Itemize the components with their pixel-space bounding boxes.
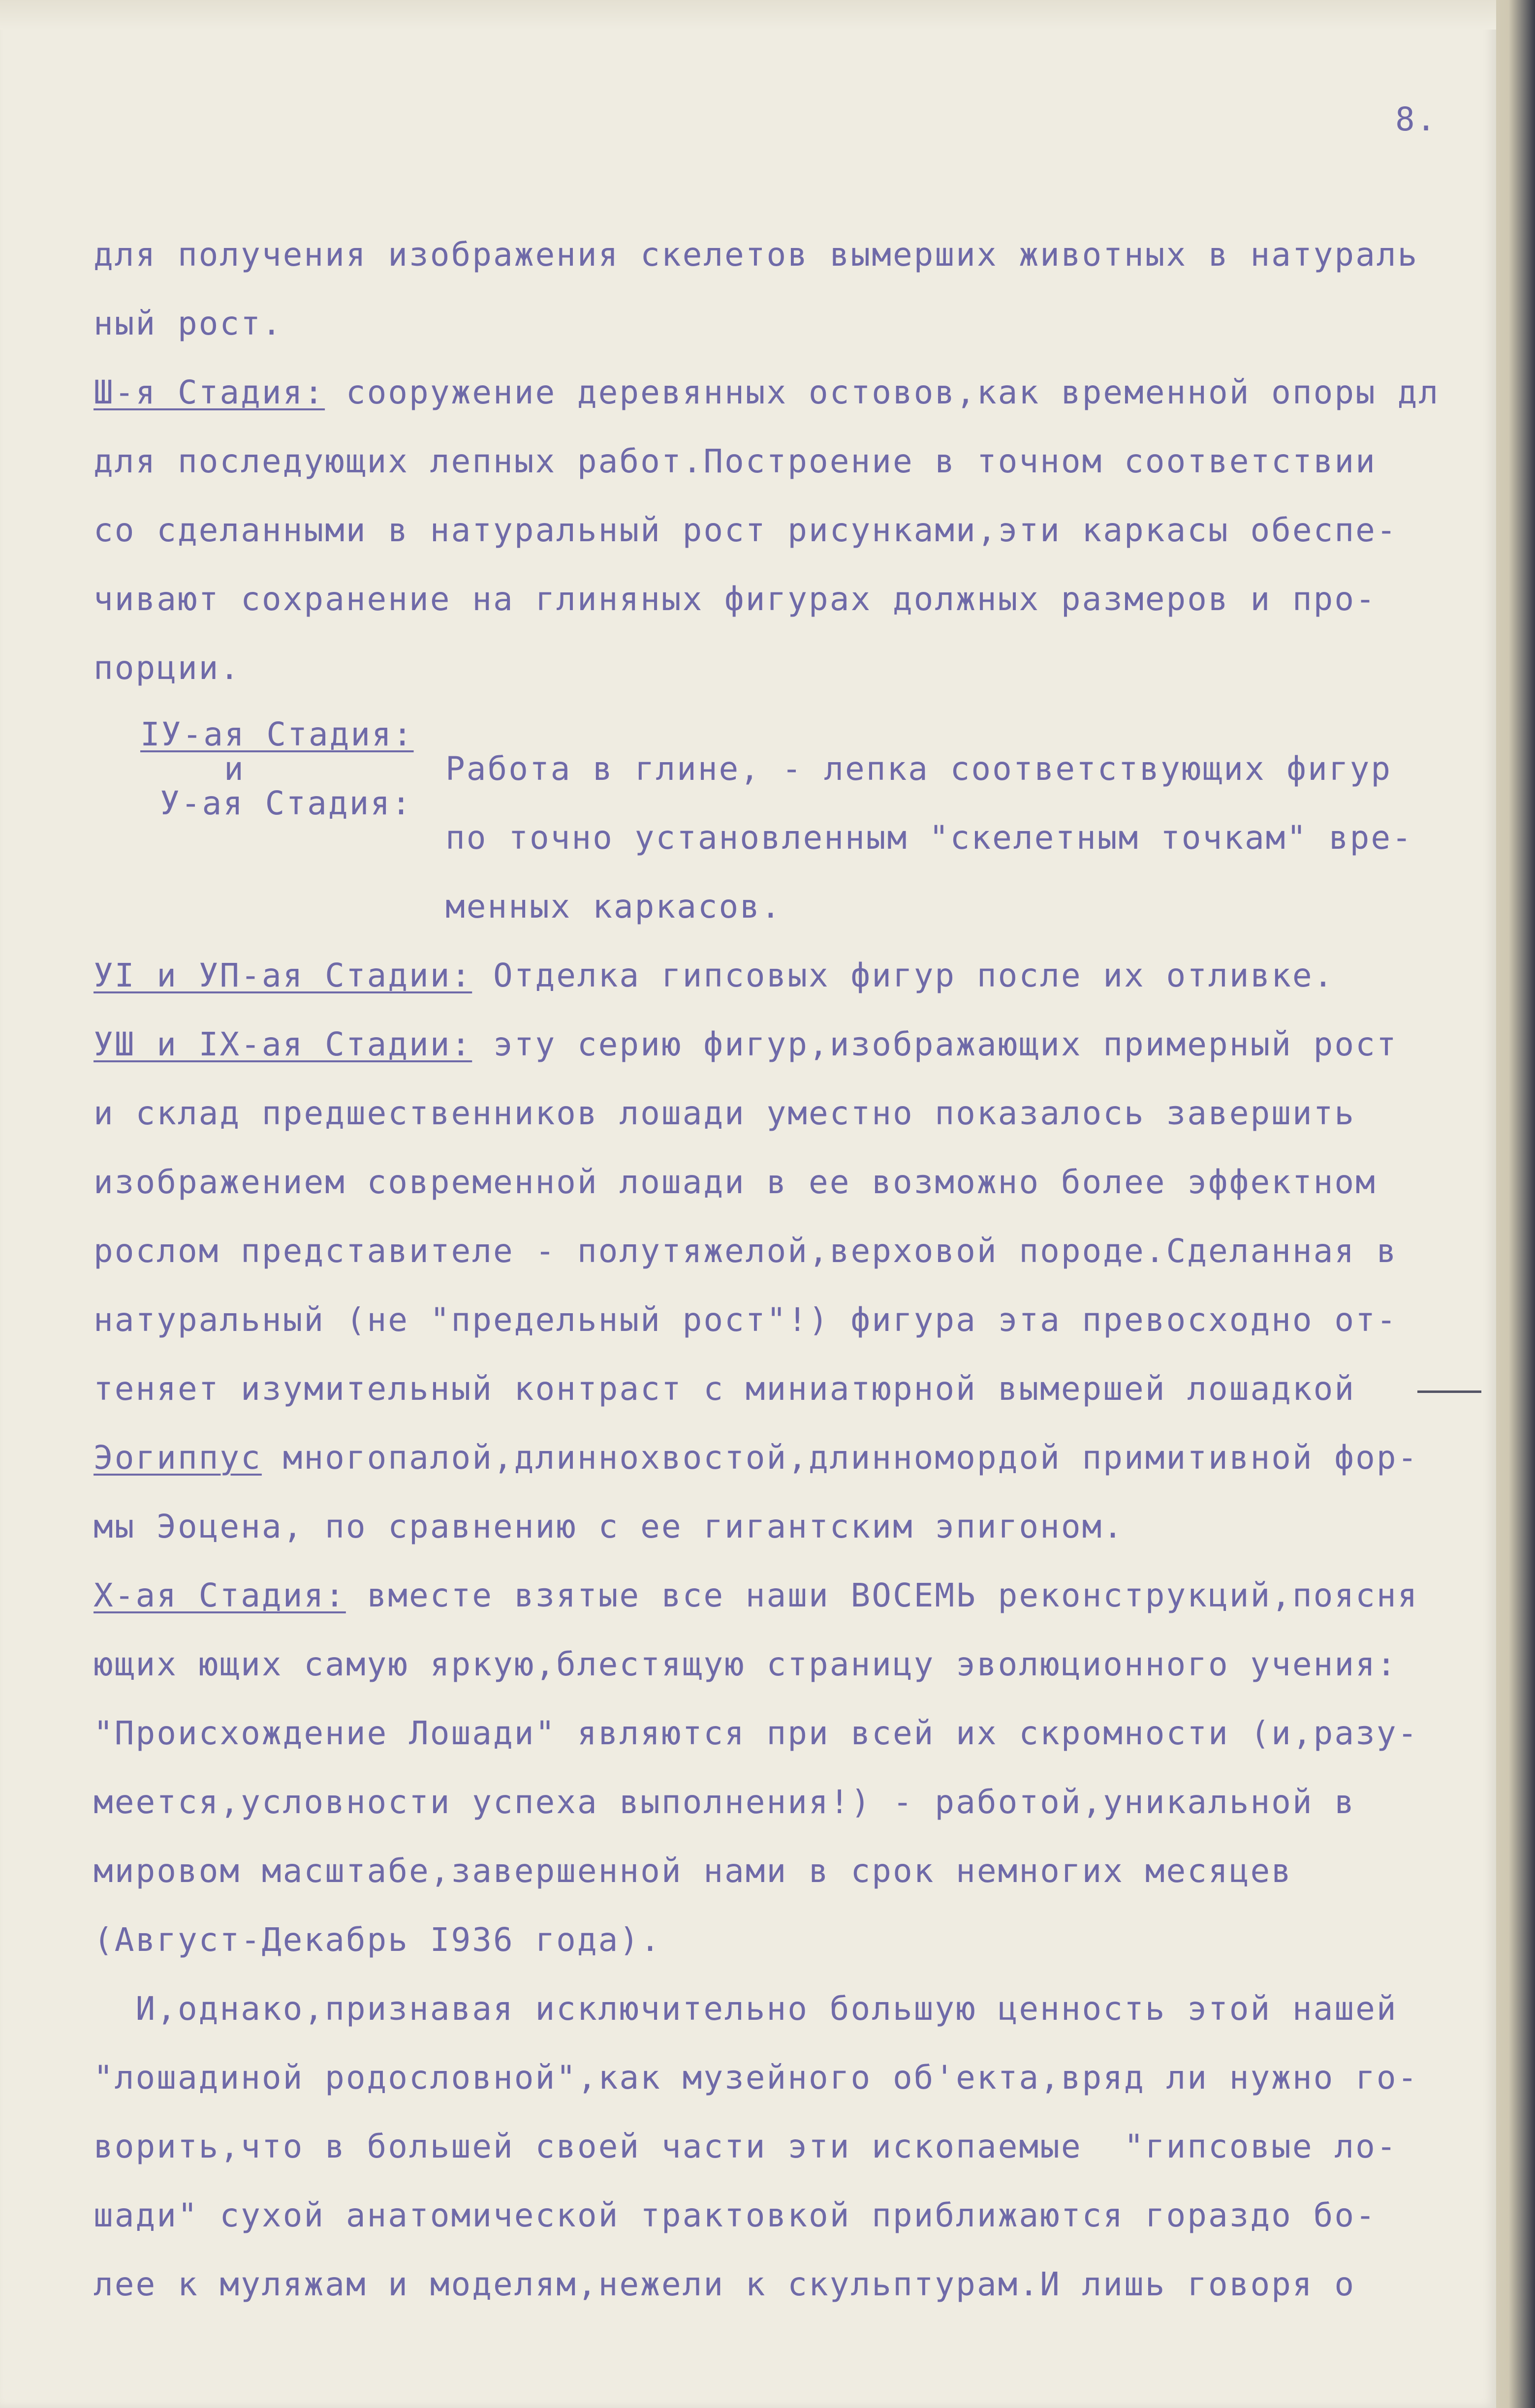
- eohippus-text: многопалой,длиннохвостой,длинномордой примитивной фор-: [261, 1439, 1419, 1477]
- text-line: для последующих лепных работ.Построение в точном соответствии: [94, 442, 1377, 480]
- stage-4-label: IУ-ая Стадия:: [140, 715, 414, 753]
- text-line: рослом представителе - полутяжелой,верховой породе.Сделанная в: [94, 1232, 1398, 1270]
- margin-pencil-mark: [1417, 1390, 1481, 1393]
- stage-3-text: сооружение деревянных остовов,как временной опоры дл: [325, 373, 1440, 411]
- paragraph-line: И,однако,признавая исключительно большую ценность этой нашей: [94, 1990, 1398, 2028]
- stage-45-text: по точно установленным "скелетным точкам" вре-: [445, 819, 1413, 857]
- stage-5-label: У-ая Стадия:: [160, 784, 412, 822]
- stage-3-label: Ш-я Стадия:: [94, 373, 325, 411]
- text-line: чивают сохранение на глиняных фигурах должных размеров и про-: [94, 580, 1377, 618]
- eohippus-term: Эогиппус: [94, 1439, 262, 1477]
- stage-89-label: УШ и IX-ая Стадии:: [94, 1025, 472, 1063]
- stage-67-line: [94, 959, 1334, 992]
- text-line: ный рост.: [94, 305, 283, 342]
- paragraph-line: ворить,что в большей своей части эти ископаемые "гипсовые ло-: [94, 2128, 1398, 2165]
- stage-and-label: и: [224, 750, 245, 788]
- text-line: натуральный (не "предельный рост"!) фигура эта превосходно от-: [94, 1301, 1398, 1339]
- stage-3-line: [94, 373, 1440, 411]
- stage-10-label: Х-ая Стадия:: [94, 1576, 346, 1614]
- stage-89-text: эту серию фигур,изображающих примерный рост: [472, 1025, 1398, 1063]
- text-line: и склад предшественников лошади уместно показалось завершить: [94, 1094, 1356, 1132]
- stage-10-text: вместе взятые все наши ВОСЕМЬ реконструкций,поясня: [345, 1576, 1419, 1614]
- stage-89-line: [94, 1025, 1398, 1063]
- text-line: мировом масштабе,завершенной нами в срок немногих месяцев: [94, 1852, 1292, 1890]
- paragraph-line: шади" сухой анатомической трактовкой приближаются гораздо бо-: [94, 2196, 1377, 2234]
- text-line: меется,условности успеха выполнения!) - работой,уникальной в: [94, 1783, 1356, 1821]
- text-line: для получения изображения скелетов вымерших животных в натураль: [94, 236, 1419, 274]
- stage-45-text: Работа в глине, - лепка соответствующих фигур: [445, 750, 1392, 788]
- text-line: (Август-Декабрь I936 года).: [94, 1921, 661, 1959]
- page-number: 8.: [1395, 100, 1438, 138]
- text-line: "Происхождение Лошади" являются при всей их скромности (и,разу-: [94, 1714, 1419, 1752]
- text-line: ющих ющих самую яркую,блестящую страницу эволюционного учения:: [94, 1645, 1398, 1683]
- page-top-edge: [0, 0, 1496, 30]
- text-line: со сделанными в натуральный рост рисунками,эти каркасы обеспе-: [94, 511, 1398, 549]
- paragraph-line: лее к муляжам и моделям,нежели к скульптурам.И лишь говоря о: [94, 2265, 1356, 2303]
- text-line: мы Эоцена, по сравнению с ее гигантским эпигоном.: [94, 1508, 1125, 1545]
- eohippus-line: [94, 1439, 1419, 1477]
- text-line: изображением современной лошади в ее возможно более эффектном: [94, 1163, 1377, 1201]
- paragraph-line: "лошадиной родословной",как музейного об'екта,вряд ли нужно го-: [94, 2059, 1419, 2097]
- text-line: порции.: [94, 649, 241, 687]
- stage-67-label: УI и УП-ая Стадии:: [94, 957, 472, 994]
- stage-10-line: [94, 1576, 1419, 1614]
- text-line: теняет изумительный контраст с миниатюрной вымершей лошадкой: [94, 1370, 1356, 1408]
- stage-67-text: Отделка гипсовых фигур после их отливке.: [472, 957, 1335, 994]
- stage-45-text: менных каркасов.: [445, 888, 782, 926]
